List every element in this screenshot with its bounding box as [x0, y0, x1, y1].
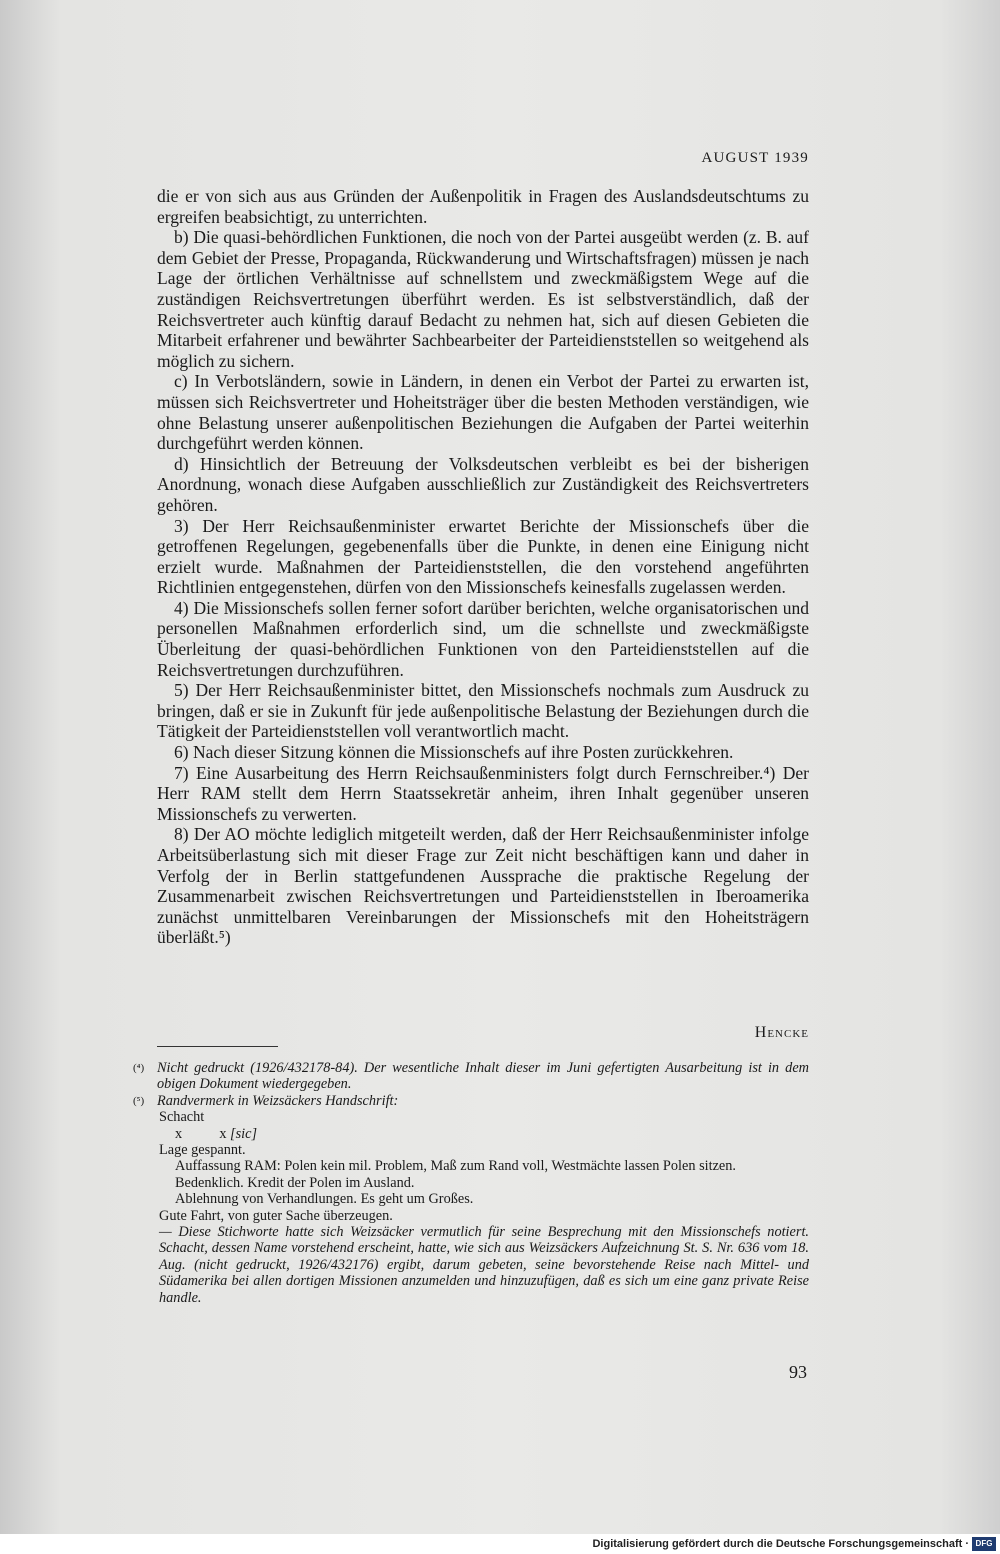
- footnote-4: [133, 1060, 809, 1093]
- note-cell: Bedenklich.: [175, 1174, 244, 1191]
- paragraph: 7) Eine Ausarbeitung des Herrn Reichsaußenministers folgt durch Fernschreiber.⁴) Der Herr RAM stellt dem Herrn Staatssekretär anheim, ihren Inhalt gegenüber unseren Missionschefs zu verwerten.: [157, 762, 809, 824]
- note-cell: Kredit der Polen im Ausland.: [247, 1174, 415, 1191]
- note-line: Auffassung RAM: Polen kein mil. Problem, Maß zum Rand voll, Westmächte lassen Polen sitzen.: [175, 1158, 736, 1175]
- signature: Hencke: [754, 1024, 809, 1041]
- paragraph: d) Hinsichtlich der Betreuung der Volksdeutschen verbleibt es bei der bisherigen Anordnung, wonach diese Aufgaben ausschließlich zur Zuständigkeit des Reichsvertreters gehören.: [157, 453, 809, 515]
- paragraph: 6) Nach dieser Sitzung können die Missionschefs auf ihre Posten zurückkehren.: [174, 742, 734, 763]
- note-line: Gute Fahrt, von guter Sache überzeugen.: [159, 1207, 393, 1224]
- footnote-text: Nicht gedruckt (1926/432178-84). Der wesentliche Inhalt dieser im Juni gefertigten Ausarbeitung ist in dem obigen Dokument wiedergegeben.: [157, 1060, 809, 1093]
- footnote-5: [133, 1093, 809, 1109]
- editorial-note: — Diese Stichworte hatte sich Weizsäcker vermutlich für seine Besprechung mit den Missionschefs notiert. Schacht, dessen Name vorstehend erscheint, hatte, wie sich aus Weizsäckers Aufzeichnung St. S. Nr. 636 vom 18. Aug. (nicht gedruckt, 1926/432176) ergibt, darum gebeten, seine bevorstehende Reise nach Mittel- und Südamerika bei allen dortigen Missionen anzumelden und hinzuzufügen, daß es sich um eine ganz private Reise handle.: [159, 1224, 809, 1306]
- note-line: [159, 1126, 809, 1142]
- running-header: AUGUST 1939: [701, 150, 809, 166]
- footnote-divider: [157, 1046, 278, 1047]
- dfg-logo-icon: DFG: [972, 1537, 996, 1551]
- paragraph: 4) Die Missionschefs sollen ferner sofort darüber berichten, welche organisatorischen und personellen Maßnahmen erforderlich sind, um die schnellste und zweckmäßigste Überleitung der quasi-behördlichen Funktionen von den Parteidienststellen auf die Reichsvertretungen durchzuführen.: [157, 597, 809, 680]
- note-cell: Ablehnung von Verhandlungen.: [175, 1191, 357, 1208]
- body-text: [157, 186, 809, 948]
- note-line: Lage gespannt.: [159, 1142, 246, 1159]
- paragraph: 8) Der AO möchte lediglich mitgeteilt werden, daß der Herr Reichsaußenminister infolge Arbeitsüberlastung sich mit dieser Frage zur Zeit nicht beschäftigen kann und daher in Verfolg der in Berlin stattgefundenen Aussprache die praktische Regelung der Zusammenarbeit zwischen Reichsvertretungen und Parteidienststellen in Iberoamerika zunächst unmittelbaren Vereinbarungen der Missionschefs mit den Hoheitsträgern überläßt.⁵): [157, 824, 809, 948]
- paragraph: die er von sich aus aus Gründen der Außenpolitik in Fragen des Auslandsdeutschtums zu ergreifen beabsichtigt, zu unterrichten.: [157, 186, 809, 227]
- note-cell: Es geht um Großes.: [360, 1191, 474, 1208]
- footnote-text: Randvermerk in Weizsäckers Handschrift:: [157, 1092, 399, 1109]
- note-line: [159, 1175, 809, 1191]
- page-number: 93: [789, 1362, 807, 1382]
- note-mark: x: [219, 1125, 227, 1142]
- note-line: [159, 1191, 809, 1207]
- paragraph: c) In Verbotsländern, sowie in Ländern, in denen ein Verbot der Partei zu erwarten ist, müssen sich Reichsvertreter und Hoheitsträger über die besten Methoden verständigen, wie ohne Belastung unserer außenpolitischen Beziehungen die Aufgaben der Partei weiterhin durchgeführt werden können.: [157, 371, 809, 454]
- marginal-note: [159, 1109, 809, 1306]
- footer-credit: Digitalisierung gefördert durch die Deutsche Forschungsgemeinschaft ·: [592, 1538, 969, 1550]
- footnote-number: (⁴): [133, 1062, 145, 1074]
- note-mark: x: [175, 1125, 183, 1142]
- footnote-number: (⁵): [133, 1094, 145, 1107]
- footnotes: [133, 1060, 809, 1306]
- paragraph: 5) Der Herr Reichsaußenminister bittet, den Missionschefs nochmals zum Ausdruck zu bringen, daß er sie in Zukunft für jede außenpolitische Belastung der Beziehungen durch die Tätigkeit der Parteidienststellen voll verantwortlich macht.: [157, 680, 809, 742]
- note-line: Schacht: [159, 1109, 205, 1126]
- sic-note: [sic]: [230, 1125, 258, 1142]
- paragraph: b) Die quasi-behördlichen Funktionen, die noch von der Partei ausgeübt werden (z. B. auf dem Gebiet der Presse, Propaganda, Rückwanderung und Wirtschaftsfragen) müssen je nach Lage der örtlichen Verhältnisse auf schnellstem und zweckmäßigstem Wege auf die zuständigen Reichsvertretungen überführt werden. Es ist selbstverständlich, daß der Reichsvertreter auch künftig darauf Bedacht zu nehmen hat, sich auf diesen Gebieten die Mitarbeit erfahrener und bewährter Sachbearbeiter der Parteidienststellen so weitgehend als möglich zu sichern.: [157, 227, 809, 371]
- paragraph: 3) Der Herr Reichsaußenminister erwartet Berichte der Missionschefs über die getroffenen Regelungen, gegebenenfalls über die Punkte, in denen eine Einigung nicht erzielt wurde. Maßnahmen der Parteidienststellen, die den vorstehend angeführten Richtlinien entgegenstehen, dürfen von den Missionschefs keinesfalls zugelassen werden.: [157, 515, 809, 598]
